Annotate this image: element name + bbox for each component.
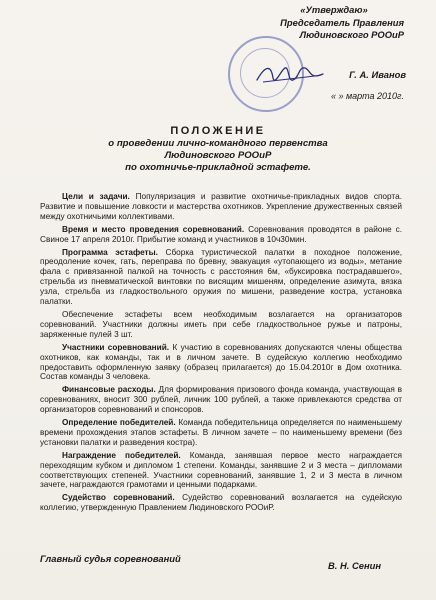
subtitle-line2: Людиновского РООиР xyxy=(164,150,272,161)
judging-heading: Судейство соревнований. xyxy=(62,493,175,503)
chief-judge-name: В. Н. Сенин xyxy=(328,560,381,571)
program-heading: Программа эстафеты. xyxy=(62,247,158,257)
participants-text: К участию в соревнованиях допускаются члены общества охотников, как команды, так и в личном зачете. В судейскую коллегию необходимо предоставить оформленную заявку (образец прилагается) до 15.04.2010г в Дом охотника. Состав команды 3 человека. xyxy=(40,342,402,382)
winners-text: Команда победительница определяется по наименьшему времени прохождения этапов эстафеты. В личном зачете – по наименьшему времени (без установки палатки и разведения костра). xyxy=(40,418,402,447)
winners-heading: Определение победителей. xyxy=(62,418,176,428)
section-program xyxy=(40,248,402,307)
subtitle-line3: по охотничье-прикладной эстафете. xyxy=(125,162,311,173)
program-text: Сборка туристической палатки в походное положение, преодоление кочек, гать, переправа по бревну, эвакуация «утопающего из воды», метание фала с привязанной палкой на точность с расстояния 6м, «буксировка пострадавшего», стрельба из пневматической винтовки по висящим мишеням, определение азимута, вязка узла, стрельба из гладкоствольного оружия по мишени, разведение костра, установка палатки. xyxy=(40,247,402,307)
approval-block xyxy=(234,4,404,41)
section-finance xyxy=(40,385,402,415)
judging-text: Судейство соревнований возлагается на судейскую коллегию, утвержденную Правлением Людиновского РООиР. xyxy=(40,493,402,513)
section-time xyxy=(40,225,402,245)
section-winners xyxy=(40,418,402,448)
support-text: Обеспечение эстафеты всем необходимым возлагается на организаторов соревнований. Участники должны иметь при себе гладкоствольное ружье и патроны, заряженные пулей 3 шт. xyxy=(40,309,402,339)
document-body xyxy=(40,192,402,513)
approval-title-line1: Председатель Правления xyxy=(280,17,404,28)
awards-heading: Награждение победителей. xyxy=(62,450,181,460)
approval-title-line2: Людиновского РООиР xyxy=(299,29,404,40)
section-goals xyxy=(40,192,402,222)
goals-text: Популяризация и развитие охотничье-прикладных видов спорта. Развитие и повышение ловкости и мастерства охотников. Укрепление дружественных связей между охотничьими коллективами. xyxy=(40,192,402,221)
chief-judge-role: Главный судья соревнований xyxy=(40,553,181,564)
approval-signer: Г. А. Иванов xyxy=(349,69,406,80)
section-participants xyxy=(40,343,402,383)
finance-heading: Финансовые расходы. xyxy=(62,385,156,395)
section-awards xyxy=(40,451,402,491)
goals-heading: Цели и задачи. xyxy=(62,192,130,201)
subtitle-line1: о проведении лично-командного первенства xyxy=(108,138,328,149)
section-judging xyxy=(40,493,402,513)
time-heading: Время и место проведения соревнований. xyxy=(62,224,245,234)
signature xyxy=(255,60,325,88)
section-support xyxy=(40,310,402,340)
finance-text: Для формирования призового фонда команда, участвующая в соревнованиях, вносит 300 рублей, личник 100 рублей, а также привлекаются средства от организаторов соревнований и спонсоров. xyxy=(40,385,402,415)
participants-heading: Участники соревнований. xyxy=(62,342,170,352)
approval-header: «Утверждаю» xyxy=(300,4,368,15)
approval-date: « » марта 2010г. xyxy=(330,91,404,101)
document-subtitle xyxy=(0,138,436,174)
time-text: Соревнования проводятся в районе с. Свиное 17 апреля 2010г. Прибытие команд и участников в 10ч30мин. xyxy=(40,224,403,244)
document-title: ПОЛОЖЕНИЕ xyxy=(170,125,266,137)
awards-text: Команда, занявшая первое место награждается переходящим кубком и дипломом 1 степени. Команды, занявшие 2 и 3 места – дипломами соответствующих степеней. Участники соревнований, занявшие 1, 2 и 3 места в личном зачете, награждаются грамотами и ценными подарками. xyxy=(40,450,402,490)
